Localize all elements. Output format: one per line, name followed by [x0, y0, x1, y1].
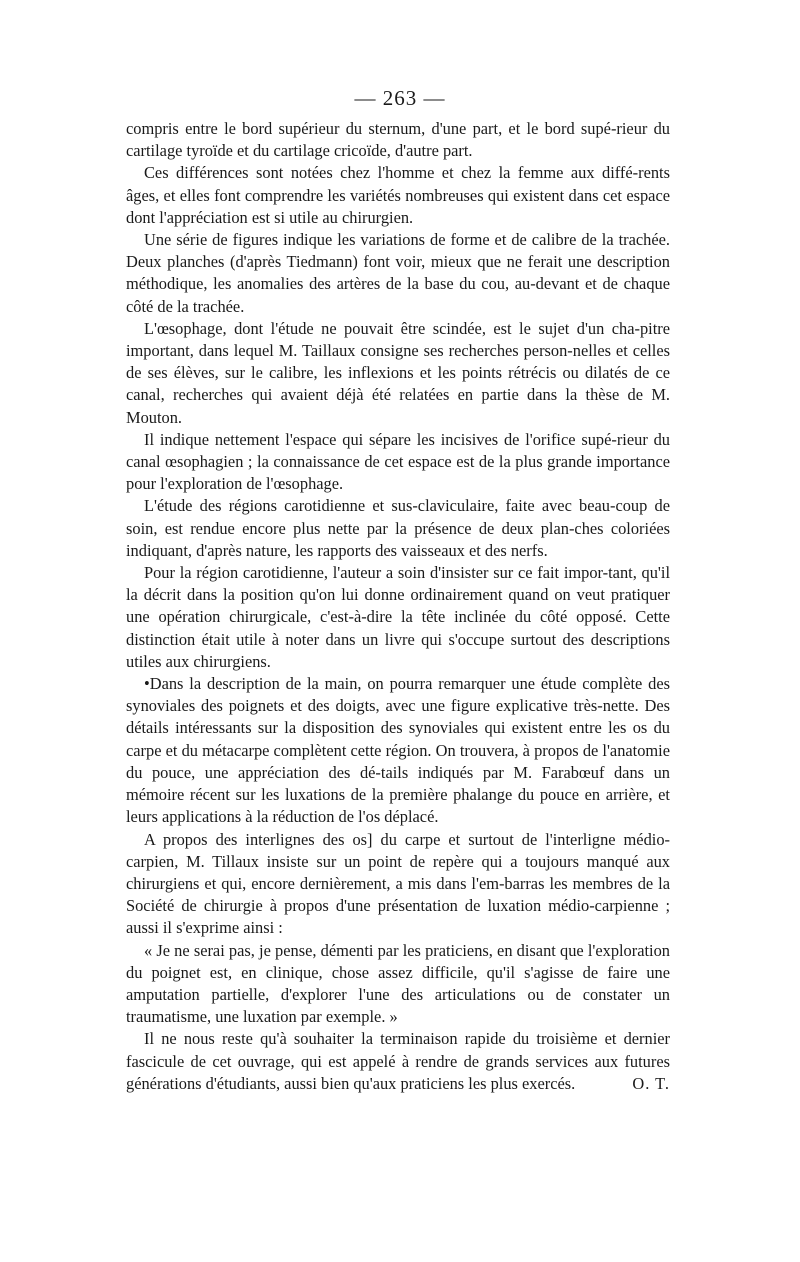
paragraph: Il indique nettement l'espace qui sépare les incisives de l'orifice supé-rieur du canal œsophagien ; la connaissance de cet espace est de la plus grande importance pour l'exploration de l'œsophage. [126, 429, 670, 494]
body-text [126, 118, 670, 1095]
paragraph: Ces différences sont notées chez l'homme et chez la femme aux diffé-rents âges, et elles font comprendre les variétés nombreuses qui existent dans cet espace dont l'appréciation est si utile au chirurgien. [126, 163, 670, 227]
closing-text: Il ne nous reste qu'à souhaiter la terminaison rapide du troisième et dernier fascicule de cet ouvrage, qui est appelé à rendre de grands services aux futures générations d'étudiants, aussi bien qu'aux praticiens les plus exercés. [126, 1029, 670, 1093]
paragraph: compris entre le bord supérieur du sternum, d'une part, et le bord supé-rieur du cartilage tyroïde et du cartilage cricoïde, d'autre part. [126, 119, 670, 161]
quotation-paragraph: « Je ne serai pas, je pense, démenti par les praticiens, en disant que l'exploration du poignet est, en clinique, chose assez difficile, qu'il s'agisse de faire une amputation partielle, d'explorer l'une des articulations ou de constater un traumatisme, une luxation par exemple. » [126, 940, 670, 1027]
paragraph: L'étude des régions carotidienne et sus-claviculaire, faite avec beau-coup de soin, est rendue encore plus nette par la présence de deux plan-ches coloriées indiquant, d'après nature, les rapports des vaisseaux et des nerfs. [126, 496, 670, 560]
closing-paragraph [126, 1028, 670, 1095]
paragraph: Pour la région carotidienne, l'auteur a soin d'insister sur ce fait impor-tant, qu'il la décrit dans la position qu'on lui donne ordinairement quand on veut pratiquer une opération chirurgicale, c'est-à-dire la tête inclinée du côté opposé. Cette distinction était utile à noter dans un livre qui s'occupe surtout des descriptions utiles aux chirurgiens. [126, 563, 670, 671]
paragraph: A propos des interlignes des os] du carpe et surtout de l'interligne médio-carpien, M. Tillaux insiste sur un point de repère qui a toujours manqué aux chirurgiens et qui, encore dernièrement, a mis dans l'em-barras les membres de la Société de chirurgie à propos d'une présentation de luxation médio-carpienne ; aussi il s'exprime ainsi : [126, 829, 670, 938]
paragraph: L'œsophage, dont l'étude ne pouvait être scindée, est le sujet d'un cha-pitre important, dans lequel M. Taillaux consigne ses recherches person-nelles et celles de ses élèves, sur le calibre, les inflexions et les points rétrécis ou dilatés de ce canal, recherches qui avaient déjà été relatées en partie dans la thèse de M. Mouton. [126, 318, 670, 427]
paragraph: •Dans la description de la main, on pourra remarquer une étude complète des synoviales des poignets et des doigts, avec une figure explicative très-nette. Des détails intéressants sur la disposition des synoviales qui existent entre les os du carpe et du métacarpe complètent cette région. On trouvera, à propos de l'anatomie du pouce, une appréciation des dé-tails indiqués par M. Farabœuf dans un mémoire récent sur les luxations de la première phalange du pouce en arrière, et leurs applications à la réduction de l'os déplacé. [126, 674, 670, 827]
paragraph: Une série de figures indique les variations de forme et de calibre de la trachée. Deux planches (d'après Tiedmann) font voir, mieux que ne ferait une description méthodique, les anomalies des artères de la base du cou, au-devant et de chaque côté de la trachée. [126, 230, 670, 316]
author-signature: O. T. [632, 1073, 670, 1093]
page-number: — 263 — [354, 86, 446, 110]
